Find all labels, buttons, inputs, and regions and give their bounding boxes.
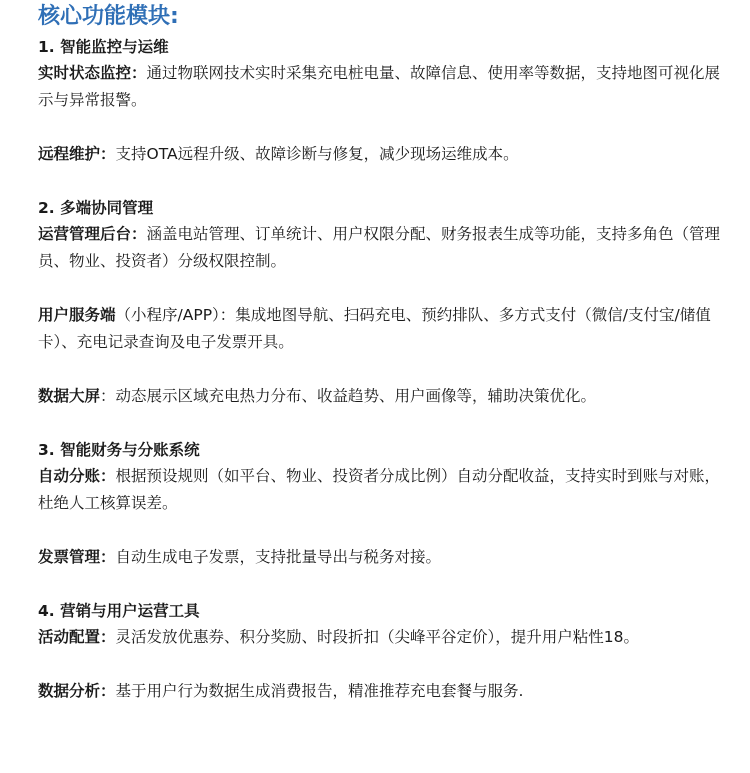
feature-auto-split	[38, 463, 734, 517]
feature-data-dashboard	[38, 383, 734, 410]
section-heading: 3. 智能财务与分账系统	[38, 441, 200, 459]
section-smart-monitoring	[38, 34, 734, 195]
feature-label: 数据分析：	[38, 682, 116, 700]
feature-admin-backend	[38, 221, 734, 275]
feature-text: （小程序/APP）：集成地图导航、扫码充电、预约排队、多方式支付（微信/支付宝/储值卡）、充电记录查询及电子发票开具。	[38, 306, 711, 351]
section-marketing-tools	[38, 598, 734, 705]
section-multi-terminal	[38, 195, 734, 437]
feature-label: 自动分账：	[38, 467, 116, 485]
document-page	[38, 0, 734, 705]
feature-invoice-management	[38, 544, 734, 571]
feature-text: 自动生成电子发票，支持批量导出与税务对接。	[115, 548, 442, 566]
feature-user-client	[38, 302, 734, 356]
page-title: 核心功能模块:	[38, 4, 179, 29]
feature-label: 远程维护：	[38, 145, 116, 163]
feature-label: 实时状态监控：	[38, 64, 147, 82]
feature-text: 通过物联网技术实时采集充电桩电量、故障信息、使用率等数据，支持地图可视化展示与异常报警。	[38, 64, 721, 109]
feature-text: 涵盖电站管理、订单统计、用户权限分配、财务报表生成等功能，支持多角色（管理员、物业、投资者）分级权限控制。	[38, 225, 721, 270]
feature-text: 基于用户行为数据生成消费报告，精准推荐充电套餐与服务.	[115, 682, 524, 700]
feature-label: 数据大屏	[38, 387, 101, 405]
feature-text: 根据预设规则（如平台、物业、投资者分成比例）自动分配收益，支持实时到账与对账，杜绝人工核算误差。	[38, 467, 721, 512]
feature-text: 灵活发放优惠券、积分奖励、时段折扣（尖峰平谷定价），提升用户粘性18。	[115, 628, 639, 646]
section-heading: 1. 智能监控与运维	[38, 38, 169, 56]
feature-realtime-monitoring	[38, 60, 734, 114]
feature-remote-maintenance	[38, 141, 734, 168]
section-heading: 4. 营销与用户运营工具	[38, 602, 200, 620]
feature-label: 活动配置：	[38, 628, 116, 646]
feature-text: 支持OTA远程升级、故障诊断与修复，减少现场运维成本。	[115, 145, 519, 163]
feature-label: 用户服务端	[38, 306, 116, 324]
feature-label: 运营管理后台：	[38, 225, 147, 243]
section-heading: 2. 多端协同管理	[38, 199, 154, 217]
section-finance-split	[38, 437, 734, 598]
feature-campaign-config	[38, 624, 734, 651]
feature-label: 发票管理：	[38, 548, 116, 566]
feature-text: ：动态展示区域充电热力分布、收益趋势、用户画像等，辅助决策优化。	[100, 387, 597, 405]
feature-data-analysis	[38, 678, 734, 705]
